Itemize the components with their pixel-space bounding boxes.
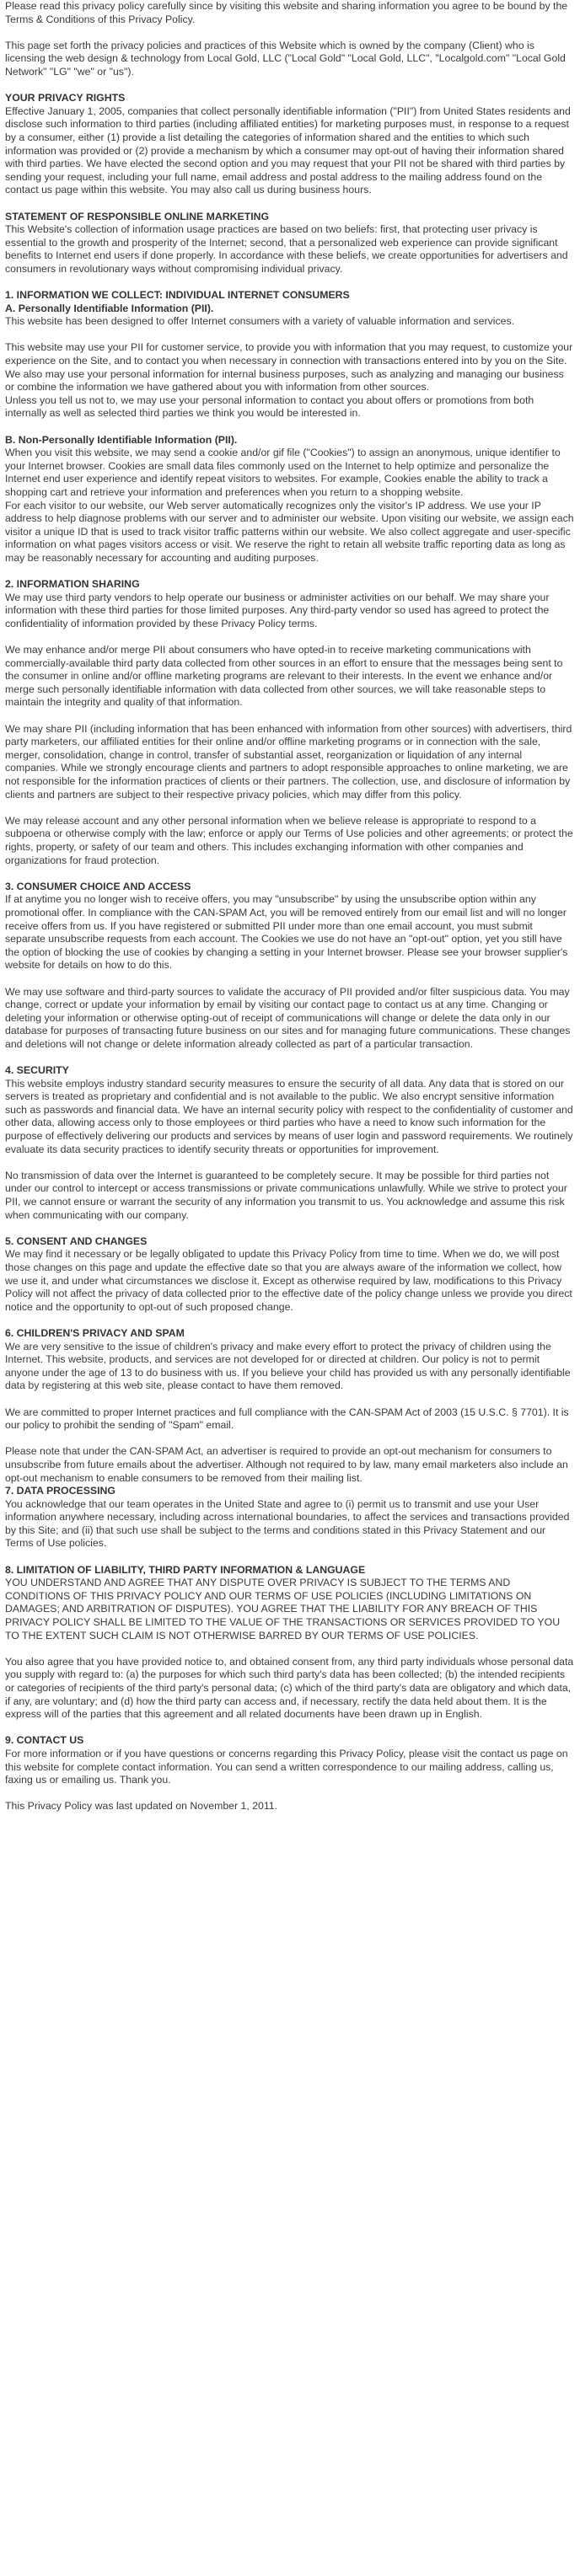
security-paragraph-2: No transmission of data over the Internet is guaranteed to be completely secure. It may be possible for third parties not under our control to intercept or access transmissions or private communications unlawfully. While we strive to protect your PII, we cannot ensure or warrant the security of any information you transmit to us. You acknowledge and assume this risk when communicating with our company. [5, 1169, 567, 1221]
intro-paragraph: Please read this privacy policy carefully since by visiting this website and sharing information you agree to be bound by the Terms & Conditions of this Privacy Policy. [5, 0, 568, 25]
heading-non-pii: B. Non-Personally Identifiable Information (PII). [5, 433, 238, 446]
last-updated-note: This Privacy Policy was last updated on November 1, 2011. [5, 1800, 278, 1813]
childrens-privacy-paragraph-1: We are very sensitive to the issue of children's privacy and make every effort to protect the privacy of children using the Internet. This website, products, and services are not developed for or directed at children. Our policy is not to permit anyone under the age of 13 to do business with us. If you believe your child has provided us with any personally identifiable data by registering at this web site, please contact to have them removed. [5, 1340, 571, 1392]
contact-us-paragraph: For more information or if you have questions or concerns regarding this Privacy Policy, please visit the contact us page on this website for complete contact information. You can send a written correspondence to our mailing address, calling us, faxing us or emailing us. Thank you. [5, 1747, 568, 1786]
sharing-paragraph-1: We may use third party vendors to help operate our business or administer activities on our behalf. We may share your information with these third parties for those limited purposes. Any third-party vendor so used has agreed to protect the confidentiality of information provided by these Privacy Policy terms. [5, 591, 550, 629]
heading-pii: A. Personally Identifiable Information (PII). [5, 302, 214, 314]
heading-limitation-of-liability: 8. LIMITATION OF LIABILITY, THIRD PARTY INFORMATION & LANGUAGE [5, 1563, 366, 1576]
heading-security: 4. SECURITY [5, 1064, 69, 1077]
non-pii-paragraph-1: When you visit this website, we may send a cookie and/or gif file ("Cookies") to assign an anonymous, unique identifier to your Internet browser. Cookies are small data files commonly used on the Internet to help optimize and personalize the Internet end user experience and identify repeat visitors to websites. For example, Cookies enable the ability to track a shopping cart and retrieve your information and preferences when you return to a shopping website. [5, 447, 561, 498]
heading-consent-changes: 5. CONSENT AND CHANGES [5, 1234, 148, 1247]
ownership-paragraph: This page set forth the privacy policies and practices of this Website which is owned by the company (Client) who is licensing the web design & technology from Local Gold, LLC ("Local Gold" "Local Gold, LLC", "Localgold.com" "Local Gold Network" "LG" "we" or "us"). [5, 39, 566, 78]
heading-consumer-choice: 3. CONSUMER CHOICE AND ACCESS [5, 880, 191, 892]
childrens-privacy-paragraph-2: We are committed to proper Internet practices and full compliance with the CAN-SPAM Act of 2003 (15 U.S.C. § 7701). It is our policy to prohibit the sending of "Spam" email. [5, 1406, 569, 1432]
pii-paragraph-1: This website has been designed to offer Internet consumers with a variety of valuable information and services. [5, 315, 515, 328]
heading-information-sharing: 2. INFORMATION SHARING [5, 578, 140, 591]
childrens-privacy-paragraph-3: Please note that under the CAN-SPAM Act, an advertiser is required to provide an opt-out mechanism for consumers to unsubscribe from future emails about the advertiser. Although not required to by law, many email marketers also include an opt-out mechanism to enable consumers to be removed from their mailing list. [5, 1445, 568, 1484]
privacy-rights-paragraph: Effective January 1, 2005, companies that collect personally identifiable information ("PII") from United States residents and disclose such information to third parties (including affiliated entities) for marketing purposes must, in response to a request by a consumer, either (1) provide a list detailing the categories of information shared and the entities to which such information was provided or (2) provide a mechanism by which a consumer may opt-out of having their information shared with third parties. We have elected the second option and you may request that your PII not be shared with third parties by sending your request, including your full name, email address and postal address to the mailing address found on the contact us page within this website. You may also call us during business hours. [5, 104, 571, 196]
data-processing-paragraph: You acknowledge that our team operates in the United State and agree to (i) permit us to transmit and use your User information anywhere necessary, including across international boundaries, to affect the services and transactions provided by this Site; and (ii) that such use shall be subject to the terms and conditions stated in this Privacy Statement and our Terms of Use policies. [5, 1497, 570, 1550]
heading-privacy-rights: YOUR PRIVACY RIGHTS [5, 92, 126, 104]
pii-paragraph-2: This website may use your PII for customer service, to provide you with information that you may request, to customize your experience on the Site, and to contact you when necessary in connection with transactions entered into by you on the Site. We also may use your personal information for internal business purposes, such as analyzing and managing our business or combine the information we have gathered about you with information from other sources. [5, 341, 573, 394]
non-pii-paragraph-2: For each visitor to our website, our Web server automatically recognizes only the visitor's IP address. We use your IP address to help diagnose problems with our server and to administer our website. Upon visiting our website, we assign each visitor a unique ID that is used to track visitor traffic patterns within our website. We also collect aggregate and user-specific information on what pages visitors access or visit. We reserve the right to retain all website traffic reporting data as long as may be reasonably necessary for accounting and auditing purposes. [5, 499, 574, 564]
consent-changes-paragraph: We may find it necessary or be legally obligated to update this Privacy Policy from time to time. When we do, we will post those changes on this page and update the effective date so that you are always aware of the information we collect, how we use it, and under what circumstances we disclose it. Except as otherwise required by law, modifications to this Privacy Policy will not affect the privacy of data collected prior to the effective date of the policy change unless we provide you direct notice and the opportunity to opt-out of such proposed change. [5, 1248, 572, 1313]
consumer-choice-paragraph-2: We may use software and third-party sources to validate the accuracy of PII provided and/or filter suspicious data. You may change, correct or update your information by email by visiting our contact page to contact us at any time. Changing or deleting your information or otherwise opting-out of receipt of communications will change or delete the data only in our database for purposes of transacting future business on our sites and for managing future communications. These changes and deletions will not change or delete information already collected as part of a particular transaction. [5, 985, 571, 1050]
liability-paragraph-2: You also agree that you have provided notice to, and obtained consent from, any third party individuals whose personal data you supply with regard to: (a) the purposes for which such third party's data has been collected; (b) the intended recipients or categories of recipients of the third party's personal data; (c) which of the third party's data are obligatory and which data, if any, are voluntary; and (d) how the third party can access and, if necessary, rectify the data held about them. It is the express will of the parties that this agreement and all related documents have been drawn up in English. [5, 1655, 574, 1721]
sharing-paragraph-4: We may release account and any other personal information when we believe release is appropriate to respond to a subpoena or otherwise comply with the law; enforce or apply our Terms of Use policies and other agreements; or protect the rights, property, or safety of our team and others. This includes exchanging information with other companies and organizations for fraud protection. [5, 814, 573, 866]
heading-childrens-privacy: 6. CHILDREN'S PRIVACY AND SPAM [5, 1326, 185, 1339]
sharing-paragraph-2: We may enhance and/or merge PII about consumers who have opted-in to receive marketing communications with commercially-available third party data collected from other sources in an effort to ensure that the messages being sent to the consumer in online and/or offline marketing programs are relevant to their interests. In the event we enhance and/or merge such personally identifiable information with data collected from other sources, we will take reasonable steps to maintain the integrity and quality of that information. [5, 644, 563, 709]
responsible-marketing-paragraph: This Website's collection of information usage practices are based on two beliefs: first, that protecting user privacy is essential to the growth and prosperity of the Internet; second, that a personalized web experience can provide significant benefits to Internet end users if done properly. In accordance with these beliefs, we create opportunities for advertisers and consumers in revolutionary ways without compromising individual privacy. [5, 223, 568, 275]
consumer-choice-paragraph-1: If at anytime you no longer wish to receive offers, you may "unsubscribe" by using the unsubscribe option within any promotional offer. In compliance with the CAN-SPAM Act, you will be removed entirely from our email list and will no longer receive offers from us. If you have registered or submitted PII under more than one email account, you must submit separate unsubscribe requests from each account. The Cookies we use do not have an "opt-out" option, yet you still have the option of blocking the use of cookies by changing a setting in your Internet browser. Please see your browser supplier's website for details on how to do this. [5, 893, 568, 972]
heading-responsible-marketing: STATEMENT OF RESPONSIBLE ONLINE MARKETING [5, 210, 270, 222]
heading-data-processing: 7. DATA PROCESSING [5, 1485, 115, 1497]
pii-paragraph-3: Unless you tell us not to, we may use your personal information to contact you about offers or promotions from both internally as well as selected third parties we think you would be interested in. [5, 394, 534, 420]
liability-paragraph-1: YOU UNDERSTAND AND AGREE THAT ANY DISPUTE OVER PRIVACY IS SUBJECT TO THE TERMS AND CONDITIONS OF THIS PRIVACY POLICY AND OUR TERMS OF USE POLICIES (INCLUDING LIMITATIONS ON DAMAGES; AND ARBITRATION OF DISPUTES). YOU AGREE THAT THE LIABILITY FOR ANY BREACH OF THIS PRIVACY POLICY SHALL BE LIMITED TO THE VALUE OF THE TRANSACTIONS OR SERVICES PROVIDED TO YOU TO THE EXTENT SUCH CLAIM IS NOT OTHERWISE BARRED BY OUR TERMS OF USE POLICIES. [5, 1577, 561, 1641]
heading-information-we-collect: 1. INFORMATION WE COLLECT: INDIVIDUAL INTERNET CONSUMERS [5, 289, 350, 302]
sharing-paragraph-3: We may share PII (including information that has been enhanced with information from other sources) with advertisers, third party marketers, our affiliated entities for their online and/or offline marketing programs or in connection with the sale, merger, consolidation, change in control, transfer of substantial asset, reorganization or liquidation of any internal companies. While we strongly encourage clients and partners to adopt responsible approaches to online marketing, we are not responsible for the information practices of clients or their partners. The collection, use, and disclosure of information by clients and partners are subject to their respective privacy policies, which may differ from this policy. [5, 722, 572, 801]
heading-contact-us: 9. CONTACT US [5, 1734, 84, 1747]
security-paragraph-1: This website employs industry standard security measures to ensure the security of all data. Any data that is stored on our servers is treated as proprietary and confidential and is not available to the public. We also encrypt sensitive information such as passwords and financial data. We have an internal security policy with respect to the confidentiality of customer and other data, allowing access only to those employees or third parties who have a need to know such information for the purpose of effectively delivering our products and services by means of user login and password requirements. We routinely evaluate its data security practices to identify security threats or opportunities for improvement. [5, 1077, 573, 1155]
